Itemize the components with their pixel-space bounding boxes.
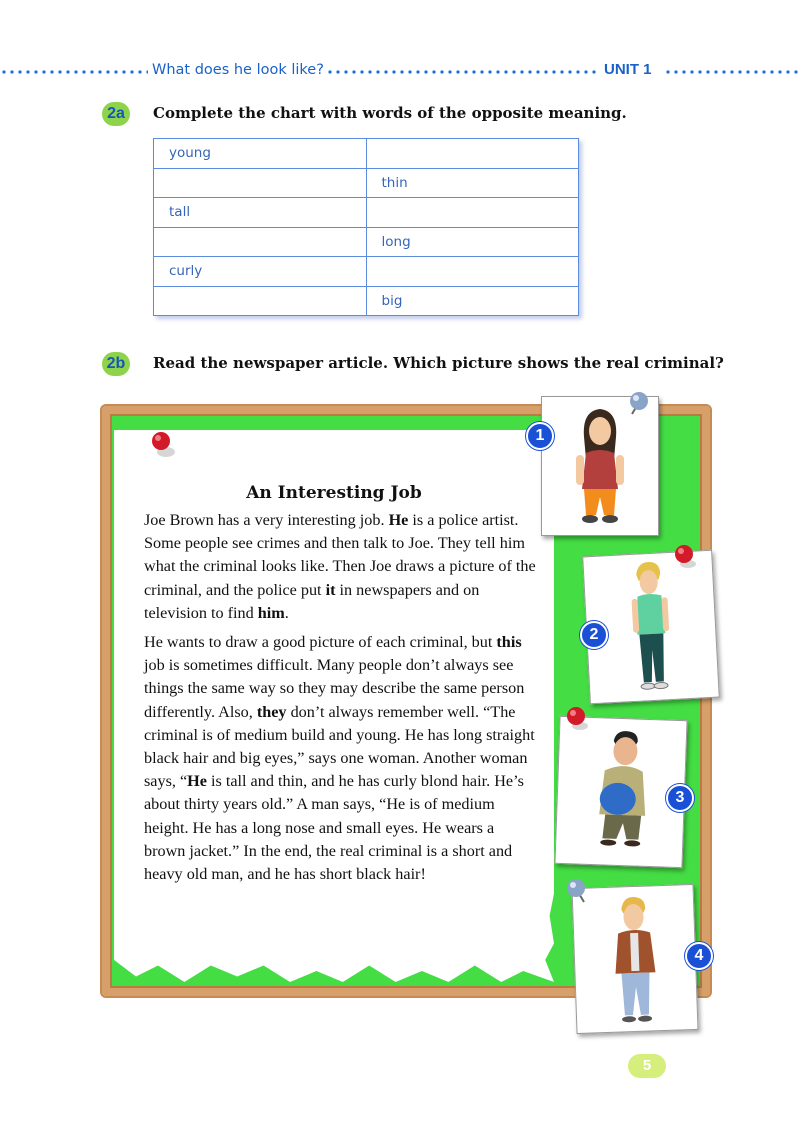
unit-label: UNIT 1 xyxy=(604,61,652,78)
text-run: . xyxy=(284,603,289,622)
chart-cell-right[interactable]: big xyxy=(366,286,579,316)
article-body xyxy=(144,509,539,892)
red-pushpin-icon xyxy=(148,428,180,460)
chart-cell-left[interactable] xyxy=(154,227,367,257)
chart-cell-right[interactable] xyxy=(366,198,579,228)
article-paragraph-1 xyxy=(144,509,539,625)
text-run: in newspapers and on television to find xyxy=(144,580,480,622)
opposites-chart xyxy=(153,138,579,316)
picture-number-2: 2 xyxy=(580,621,608,649)
chart-cell-left[interactable]: curly xyxy=(154,257,367,287)
blue-pushpin-icon xyxy=(562,876,594,908)
task-2a-instruction: Complete the chart with words of the opposite meaning. xyxy=(153,104,627,122)
dotted-rule-middle xyxy=(326,70,598,74)
text-run: Joe Brown has a very interesting job. xyxy=(144,511,389,529)
task-2b-instruction: Read the newspaper article. Which picture shows the real criminal? xyxy=(153,354,724,372)
article-paragraph-2 xyxy=(144,631,539,886)
section-title: What does he look like? xyxy=(152,62,324,78)
text-run: He wants to draw a good picture of each criminal, but xyxy=(144,633,497,652)
chart-cell-right[interactable] xyxy=(366,139,579,169)
picture-number-3: 3 xyxy=(666,784,694,812)
text-run: job is sometimes difficult. Many people don’t always see things the same way so they may describe the same person differently. Also, xyxy=(144,656,525,721)
chart-row xyxy=(154,198,579,228)
bold-reference-word: it xyxy=(325,580,336,599)
chart-cell-right[interactable]: thin xyxy=(366,168,579,198)
chart-row xyxy=(154,286,579,316)
bold-reference-word: He xyxy=(187,772,207,791)
dotted-rule-right xyxy=(664,70,800,74)
chart-cell-right[interactable]: long xyxy=(366,227,579,257)
chart-cell-left[interactable]: young xyxy=(154,139,367,169)
text-run: is tall and thin, and he has curly blond hair. He’s about thirty years old.” A man says, “He is of medium height. He has a long nose and small eyes. He wears a brown jacket.” In the end, the real criminal is a short and heavy old man, and he has short black hair! xyxy=(144,772,524,884)
bold-reference-word: him xyxy=(257,603,285,622)
bold-reference-word: they xyxy=(256,702,287,721)
chart-cell-left[interactable] xyxy=(154,168,367,198)
dotted-rule-left xyxy=(0,70,148,74)
chart-cell-left[interactable] xyxy=(154,286,367,316)
article-title: An Interesting Job xyxy=(246,483,422,503)
bold-reference-word: He xyxy=(388,511,409,529)
red-pushpin-icon xyxy=(670,540,702,572)
bold-reference-word: this xyxy=(496,633,522,652)
task-badge-2a: 2a xyxy=(102,102,130,126)
text-run: don’t always remember well. “The criminal is of medium build and young. He has long straight black hair and big eyes,” says one woman. Another woman says, “ xyxy=(144,702,535,791)
task-badge-2b: 2b xyxy=(102,352,130,376)
chart-row xyxy=(154,168,579,198)
page-number: 5 xyxy=(628,1054,666,1078)
picture-number-4: 4 xyxy=(685,942,713,970)
picture-number-1: 1 xyxy=(526,422,554,450)
page-header xyxy=(0,60,800,84)
chart-row xyxy=(154,139,579,169)
red-pushpin-icon xyxy=(562,702,594,734)
chart-row xyxy=(154,257,579,287)
chart-cell-left[interactable]: tall xyxy=(154,198,367,228)
text-run: is a police artist. Some people see crimes and then talk to Joe. They tell him what the criminal looks like. Then Joe draws a picture of the criminal, and the police put xyxy=(144,511,536,599)
chart-cell-right[interactable] xyxy=(366,257,579,287)
chart-row xyxy=(154,227,579,257)
blue-pushpin-icon xyxy=(622,388,654,420)
